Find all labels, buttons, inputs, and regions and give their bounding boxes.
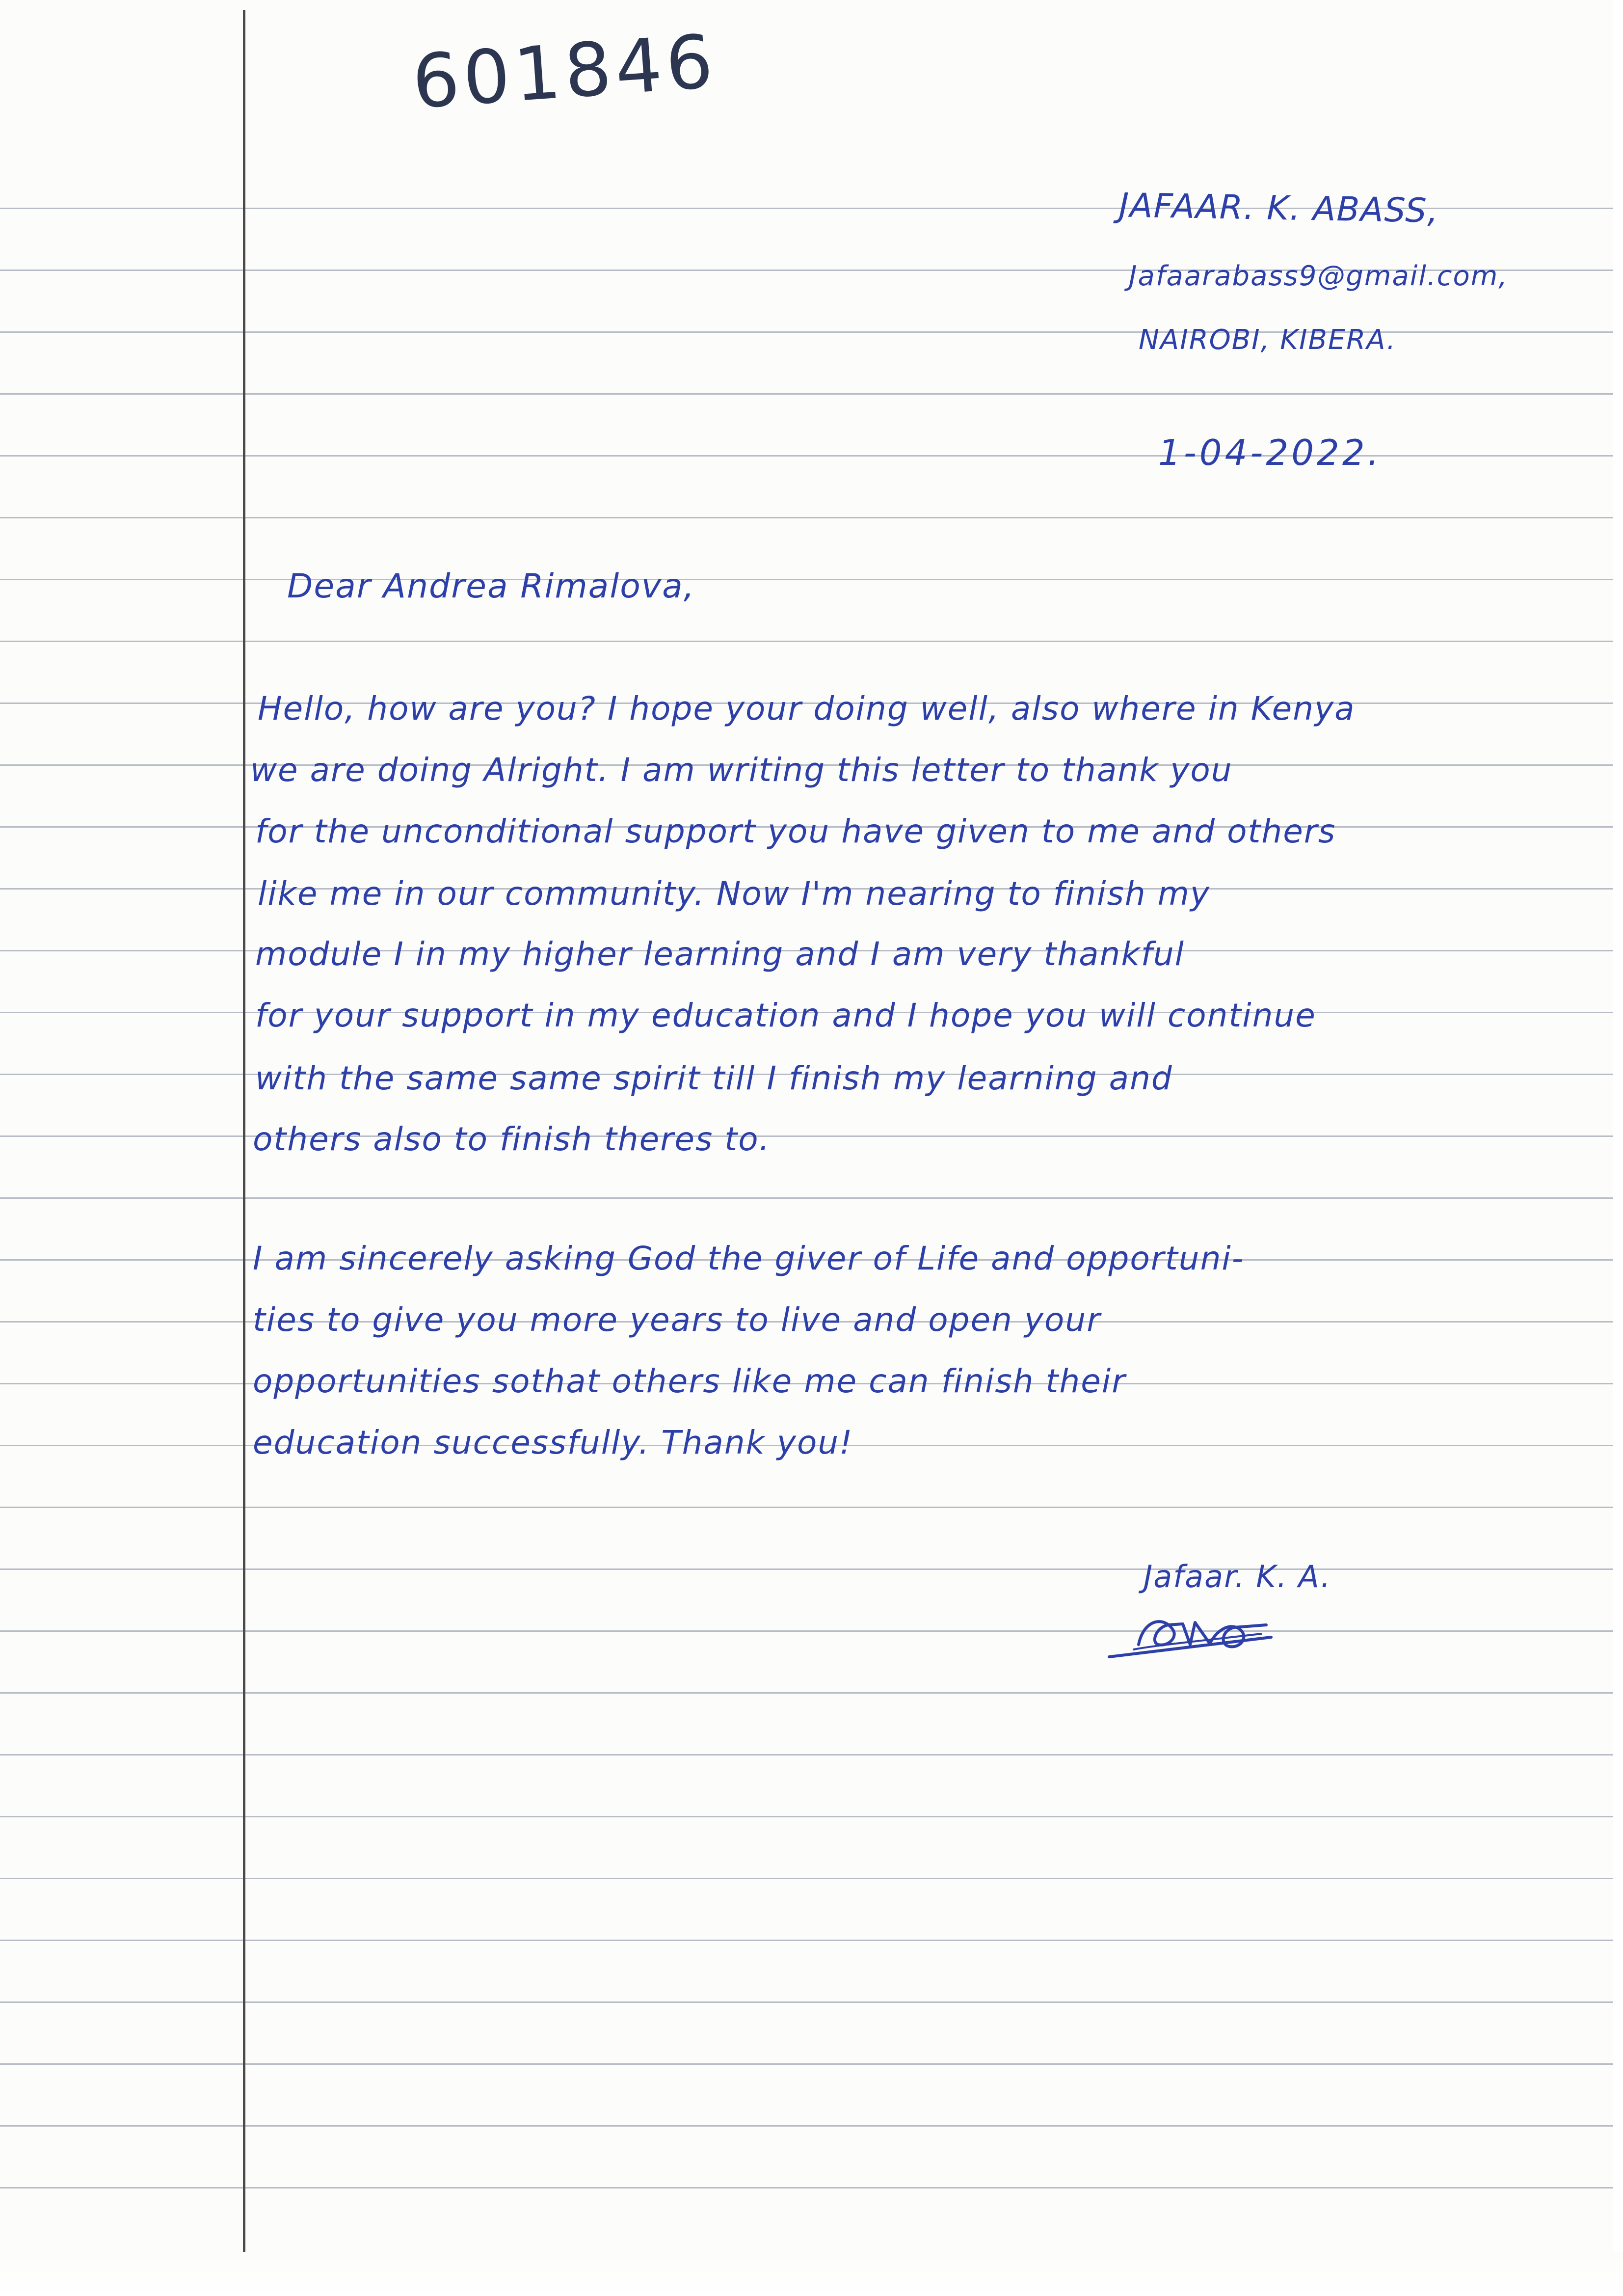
paragraph1-line: module I in my higher learning and I am very thankful [255,935,1185,973]
paragraph1-line: Hello, how are you? I hope your doing well, also where in Kenya [258,690,1356,728]
paragraph1-line: with the same same spirit till I finish my learning and [255,1059,1173,1097]
paragraph1-line: we are doing Alright. I am writing this letter to thank you [250,751,1233,789]
closing-name: Jafaar. K. A. [1144,1559,1331,1594]
paragraph1-line: for the unconditional support you have given to me and others [255,812,1336,850]
paper-right-edge [1613,0,1623,2296]
margin-line [243,10,245,2278]
sender-location: NAIROBI, KIBERA. [1139,324,1397,356]
reference-number: 601846 [409,19,719,126]
paragraph1-line: others also to finish theres to. [253,1120,771,1158]
salutation: Dear Andrea Rimalova, [287,567,695,606]
sender-name: JAFAAR. K. ABASS, [1118,186,1439,231]
paragraph2-line: opportunities sothat others like me can finish their [253,1362,1126,1400]
signature [1104,1600,1281,1674]
paper-bottom-edge [0,2252,1623,2296]
paragraph1-line: like me in our community. Now I'm nearing to finish my [258,875,1211,913]
paragraph2-line: ties to give you more years to live and open your [253,1301,1101,1339]
paragraph2-line: education successfully. Thank you! [253,1424,853,1461]
sender-email: Jafaarabass9@gmail.com, [1129,260,1509,292]
paragraph1-line: for your support in my education and I hope you will continue [255,997,1316,1034]
letter-date: 1-04-2022. [1158,432,1382,473]
paragraph2-line: I am sincerely asking God the giver of Life and opportuni- [253,1240,1245,1277]
